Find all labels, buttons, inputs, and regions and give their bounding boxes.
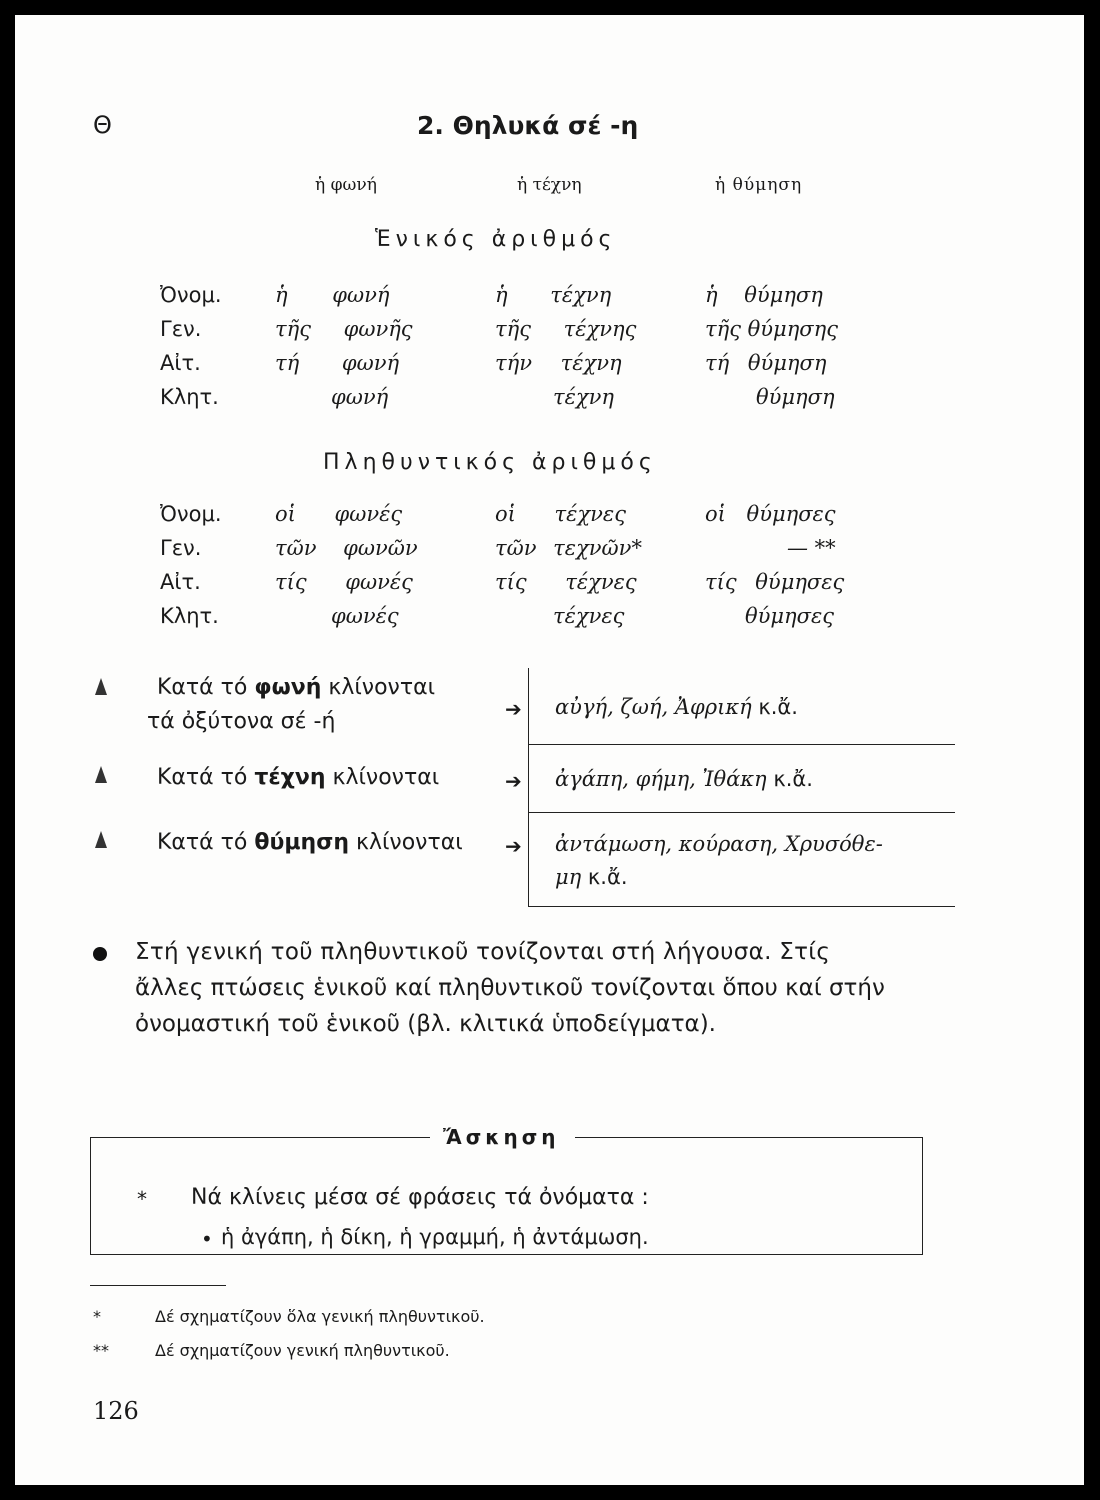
exercise-title: Ἄσκηση [443,1125,560,1149]
arrow-icon: ➔ [505,697,522,721]
form-techni: οἱ τέχνες [495,502,626,526]
page-number: 126 [93,1397,139,1425]
section-title: 2. Θηλυκά σέ -η [417,111,639,140]
rule-thymisi-examples: ἀντάμωση, κούραση, Χρυσόθε- [555,832,883,856]
form-thymisi: τῆς θύμησης [705,317,838,341]
form-thymisi: θύμησες [745,604,835,628]
rule-foni-examples: αὐγή, ζωή, Ἀφρική κ.ἄ. [555,695,798,719]
form-thymisi: ἡ θύμηση [705,283,823,307]
footnote-text: Δέ σχηματίζουν ὅλα γενική πληθυντικοῦ. [155,1307,485,1326]
theta-mark: Θ [93,111,112,139]
rule-foni-text: Κατά τό φωνή κλίνονται [157,675,436,700]
footnote-rule [90,1285,226,1286]
note-line-2: ἄλλες πτώσεις ἑνικοῦ καί πληθυντικοῦ τονίζονται ὅπου καί στήν [135,975,885,1001]
form-techni: τῶν τεχνῶν* [495,536,642,560]
column-heading-thymisi: ἡ θύμηση [715,175,803,195]
case-label: Αἰτ. [160,351,201,375]
arrow-icon: ➔ [505,769,522,793]
footnote-mark: * [93,1307,101,1326]
triangle-marker-icon [95,831,107,848]
bullet-dot-icon [93,947,107,961]
singular-heading: Ἑνικός ἀριθμός [375,227,617,252]
rule-techni-examples: ἀγάπη, φήμη, Ἰθάκη κ.ἄ. [555,767,813,791]
form-thymisi: τή θύμηση [705,351,827,375]
form-thymisi: οἱ θύμησες [705,502,836,526]
form-thymisi: τίς θύμησες [705,570,845,594]
exercise-bullet: • [201,1227,213,1251]
form-foni: φωνές [331,604,399,628]
plural-heading: Πληθυντικός ἀριθμός [323,450,657,475]
case-label: Γεν. [160,536,202,560]
rules-divider [528,906,955,907]
form-foni: οἱ φωνές [275,502,403,526]
rules-divider [528,744,955,745]
case-label: Ὀνομ. [160,502,222,526]
note-line-3: ὀνομαστική τοῦ ἑνικοῦ (βλ. κλιτικά ὑποδείγματα). [135,1011,716,1037]
exercise-box-border [90,1137,91,1255]
rule-techni-text: Κατά τό τέχνη κλίνονται [157,765,440,790]
form-foni: τῆς φωνῆς [275,317,413,341]
rule-thymisi-text: Κατά τό θύμηση κλίνονται [157,830,463,855]
rule-thymisi-examples-line2: μη κ.ἄ. [555,865,628,889]
triangle-marker-icon [95,678,107,695]
rule-foni-line2: τά ὀξύτονα σέ -ή [147,709,336,734]
form-foni: τίς φωνές [275,570,413,594]
form-foni: τή φωνή [275,351,400,375]
case-label: Ὀνομ. [160,283,222,307]
note-line-1: Στή γενική τοῦ πληθυντικοῦ τονίζονται στή λήγουσα. Στίς [135,939,831,965]
page [15,15,1084,1485]
form-thymisi: θύμηση [756,385,835,409]
form-foni: ἡ φωνή [275,283,390,307]
exercise-prompt: Νά κλίνεις μέσα σέ φράσεις τά ὀνόματα : [191,1185,649,1210]
exercise-box-border [90,1137,430,1138]
footnote-text: Δέ σχηματίζουν γενική πληθυντικοῦ. [155,1341,450,1360]
exercise-box-border [90,1254,923,1255]
rules-divider-vertical [528,668,529,906]
form-techni: τήν τέχνη [495,351,622,375]
case-label: Κλητ. [160,604,219,628]
form-techni: τέχνη [553,385,614,409]
exercise-items: ἡ ἀγάπη, ἡ δίκη, ἡ γραμμή, ἡ ἀντάμωση. [221,1225,649,1249]
form-techni: τίς τέχνες [495,570,637,594]
form-techni: ἡ τέχνη [495,283,612,307]
case-label: Αἰτ. [160,570,201,594]
case-label: Κλητ. [160,385,219,409]
triangle-marker-icon [95,766,107,783]
arrow-icon: ➔ [505,834,522,858]
form-techni: τῆς τέχνης [495,317,637,341]
rules-divider [528,812,955,813]
exercise-star: * [137,1187,147,1211]
column-heading-techni: ἡ τέχνη [517,175,582,195]
form-foni: τῶν φωνῶν [275,536,418,560]
column-heading-foni: ἡ φωνή [315,175,377,195]
form-thymisi: — ** [787,536,836,560]
footnote-mark: ** [93,1341,109,1360]
case-label: Γεν. [160,317,202,341]
exercise-box-border [922,1137,923,1255]
exercise-box-border [575,1137,923,1138]
form-techni: τέχνες [553,604,625,628]
form-foni: φωνή [331,385,389,409]
